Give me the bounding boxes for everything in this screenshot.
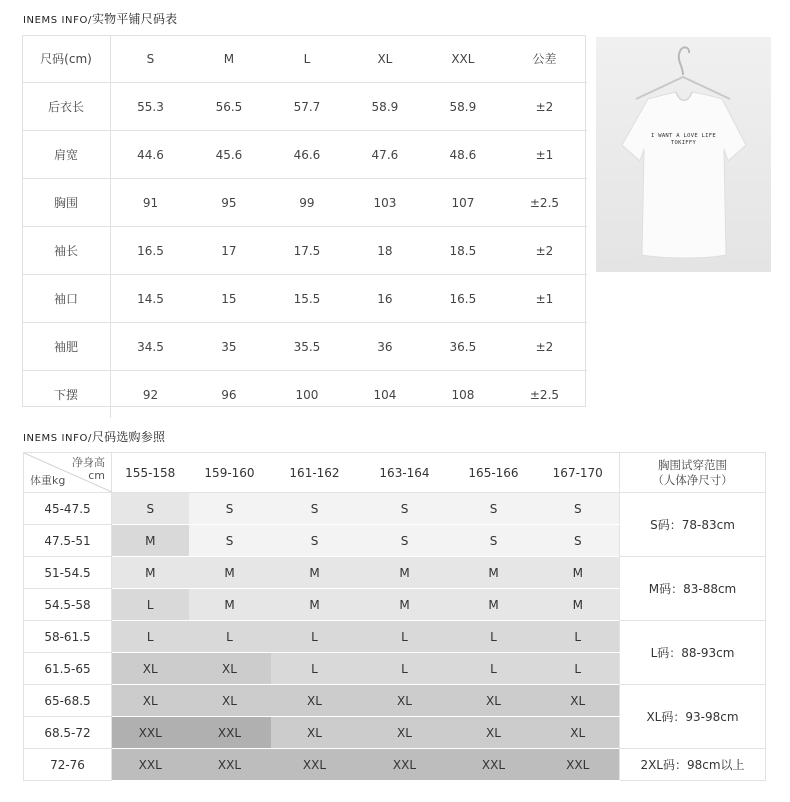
recommended-size: S — [271, 525, 359, 557]
recommended-size: XL — [537, 685, 620, 717]
recommended-size: S — [451, 525, 537, 557]
weight-label: 72-76 — [24, 749, 112, 781]
recommended-size: S — [189, 525, 271, 557]
measurement-value: 104 — [346, 371, 424, 419]
weight-label: 61.5-65 — [24, 653, 112, 685]
tshirt-illustration — [596, 37, 771, 272]
recommended-size: M — [359, 557, 451, 589]
recommended-size: XXL — [537, 749, 620, 781]
measurement-value: 91 — [111, 179, 190, 227]
section-title-cn: 实物平铺尺码表 — [91, 12, 178, 26]
tolerance-value: ±2.5 — [502, 371, 587, 419]
size-table-corner: 尺码(cm) — [22, 35, 111, 83]
recommended-size: L — [189, 621, 271, 653]
chest-range-value: XL码：93-98cm — [620, 685, 766, 749]
weight-label: 45-47.5 — [24, 493, 112, 525]
recommended-size: XL — [271, 685, 359, 717]
recommended-size: M — [537, 589, 620, 621]
recommended-size: L — [271, 621, 359, 653]
recommended-size: L — [359, 621, 451, 653]
height-header: 167-170 — [537, 453, 620, 493]
recommended-size: L — [451, 621, 537, 653]
size-table-header: XXL — [451, 51, 475, 66]
tolerance-value: ±2.5 — [502, 179, 587, 227]
recommended-size: XL — [271, 717, 359, 749]
section-title-size-chart — [23, 10, 177, 27]
weight-label: 65-68.5 — [24, 685, 112, 717]
size-table-row — [22, 131, 587, 179]
recommended-size: XL — [189, 685, 271, 717]
chest-range-value: S码：78-83cm — [620, 493, 766, 557]
corner-weight-label: 体重kg — [30, 474, 66, 487]
recommended-size: S — [359, 493, 451, 525]
measurement-label: 袖肥 — [22, 323, 111, 371]
size-table — [22, 35, 587, 418]
tolerance-value: ±2 — [502, 227, 587, 275]
measurement-value: 34.5 — [111, 323, 190, 371]
measurement-value: 16 — [346, 275, 424, 323]
measurement-value: 47.6 — [346, 131, 424, 179]
recommended-size: XL — [451, 717, 537, 749]
measurement-label: 袖长 — [22, 227, 111, 275]
recommended-size: XXL — [359, 749, 451, 781]
measurement-value: 15.5 — [268, 275, 346, 323]
measurement-label: 袖口 — [22, 275, 111, 323]
size-table-header: XL — [377, 51, 393, 66]
recommended-size: XXL — [189, 717, 271, 749]
measurement-label: 肩宽 — [22, 131, 111, 179]
measurement-value: 108 — [424, 371, 502, 419]
guide-row — [24, 493, 766, 525]
measurement-value: 92 — [111, 371, 190, 419]
size-table-row — [22, 179, 587, 227]
recommended-size: M — [189, 589, 271, 621]
size-table-row — [22, 323, 587, 371]
recommended-size: XXL — [112, 717, 189, 749]
tolerance-value: ±1 — [502, 275, 587, 323]
recommended-size: S — [359, 525, 451, 557]
recommended-size: M — [189, 557, 271, 589]
section-title-en: INEMS INFO/ — [23, 433, 92, 444]
size-table-header-row — [22, 35, 587, 83]
measurement-value: 35 — [190, 323, 268, 371]
measurement-label: 胸围 — [22, 179, 111, 227]
measurement-value: 35.5 — [268, 323, 346, 371]
recommended-size: S — [112, 493, 189, 525]
measurement-value: 45.6 — [190, 131, 268, 179]
recommended-size: XL — [359, 685, 451, 717]
size-table-header: S — [146, 51, 155, 66]
tolerance-value: ±2 — [502, 323, 587, 371]
recommended-size: S — [189, 493, 271, 525]
measurement-value: 16.5 — [424, 275, 502, 323]
chest-range-value: M码：83-88cm — [620, 557, 766, 621]
guide-row — [24, 621, 766, 653]
measurement-value: 48.6 — [424, 131, 502, 179]
section-title-cn: 尺码选购参照 — [91, 430, 166, 444]
measurement-value: 36.5 — [424, 323, 502, 371]
chest-range-value: L码：88-93cm — [620, 621, 766, 685]
measurement-value: 17.5 — [268, 227, 346, 275]
recommended-size: M — [537, 557, 620, 589]
measurement-value: 107 — [424, 179, 502, 227]
size-table-row — [22, 371, 587, 419]
recommended-size: XXL — [189, 749, 271, 781]
recommended-size: XL — [189, 653, 271, 685]
measurement-value: 56.5 — [190, 83, 268, 131]
measurement-value: 15 — [190, 275, 268, 323]
height-header: 155-158 — [112, 453, 189, 493]
measurement-label: 下摆 — [22, 371, 111, 419]
weight-label: 47.5-51 — [24, 525, 112, 557]
measurement-value: 99 — [268, 179, 346, 227]
recommended-size: M — [271, 557, 359, 589]
size-table-row — [22, 83, 587, 131]
measurement-value: 36 — [346, 323, 424, 371]
recommended-size: L — [271, 653, 359, 685]
height-header: 165-166 — [451, 453, 537, 493]
print-text-line2: TOKIFFY — [670, 140, 697, 146]
measurement-value: 16.5 — [111, 227, 190, 275]
chest-range-header: 胸围试穿范围 （人体净尺寸） — [620, 453, 766, 493]
measurement-value: 96 — [190, 371, 268, 419]
recommended-size: M — [451, 557, 537, 589]
size-table-header: M — [223, 51, 235, 66]
size-table-header: L — [303, 51, 311, 66]
recommended-size: XL — [112, 653, 189, 685]
recommended-size: S — [271, 493, 359, 525]
recommended-size: M — [271, 589, 359, 621]
weight-label: 54.5-58 — [24, 589, 112, 621]
measurement-value: 55.3 — [111, 83, 190, 131]
measurement-value: 46.6 — [268, 131, 346, 179]
guide-row — [24, 685, 766, 717]
guide-row — [24, 749, 766, 781]
recommended-size: L — [112, 621, 189, 653]
measurement-value: 18 — [346, 227, 424, 275]
height-header: 163-164 — [359, 453, 451, 493]
weight-label: 58-61.5 — [24, 621, 112, 653]
recommended-size: M — [112, 525, 189, 557]
measurement-value: 58.9 — [424, 83, 502, 131]
recommended-size: S — [537, 525, 620, 557]
recommended-size: S — [451, 493, 537, 525]
measurement-value: 103 — [346, 179, 424, 227]
recommended-size: L — [451, 653, 537, 685]
recommended-size: XL — [451, 685, 537, 717]
recommended-size: L — [359, 653, 451, 685]
product-photo — [596, 37, 771, 272]
recommended-size: XXL — [271, 749, 359, 781]
corner-height-label: 净身高 cm — [72, 456, 105, 482]
chest-range-value: 2XL码：98cm以上 — [620, 749, 766, 781]
measurement-value: 57.7 — [268, 83, 346, 131]
recommended-size: XL — [112, 685, 189, 717]
recommended-size: L — [537, 653, 620, 685]
recommended-size: M — [451, 589, 537, 621]
weight-label: 51-54.5 — [24, 557, 112, 589]
recommended-size: XXL — [112, 749, 189, 781]
section-title-en: INEMS INFO/ — [23, 15, 92, 26]
recommended-size: M — [112, 557, 189, 589]
guide-corner-cell — [24, 453, 112, 493]
measurement-value: 44.6 — [111, 131, 190, 179]
recommended-size: XL — [537, 717, 620, 749]
height-header: 159-160 — [189, 453, 271, 493]
recommended-size: XL — [359, 717, 451, 749]
measurement-label: 后衣长 — [22, 83, 111, 131]
size-table-header: 公差 — [532, 52, 557, 66]
measurement-value: 18.5 — [424, 227, 502, 275]
weight-label: 68.5-72 — [24, 717, 112, 749]
recommended-size: L — [537, 621, 620, 653]
size-table-row — [22, 227, 587, 275]
measurement-value: 95 — [190, 179, 268, 227]
recommended-size: XXL — [451, 749, 537, 781]
recommended-size: M — [359, 589, 451, 621]
section-title-size-guide — [23, 428, 165, 445]
size-table-row — [22, 275, 587, 323]
guide-header-row — [24, 453, 766, 493]
measurement-value: 58.9 — [346, 83, 424, 131]
tolerance-value: ±1 — [502, 131, 587, 179]
measurement-value: 17 — [190, 227, 268, 275]
recommended-size: S — [537, 493, 620, 525]
recommended-size: L — [112, 589, 189, 621]
tolerance-value: ±2 — [502, 83, 587, 131]
size-guide-table — [23, 452, 766, 781]
print-text-line1: I WANT A LOVE LIFE — [650, 133, 716, 139]
measurement-value: 100 — [268, 371, 346, 419]
height-header: 161-162 — [271, 453, 359, 493]
measurement-value: 14.5 — [111, 275, 190, 323]
guide-row — [24, 557, 766, 589]
